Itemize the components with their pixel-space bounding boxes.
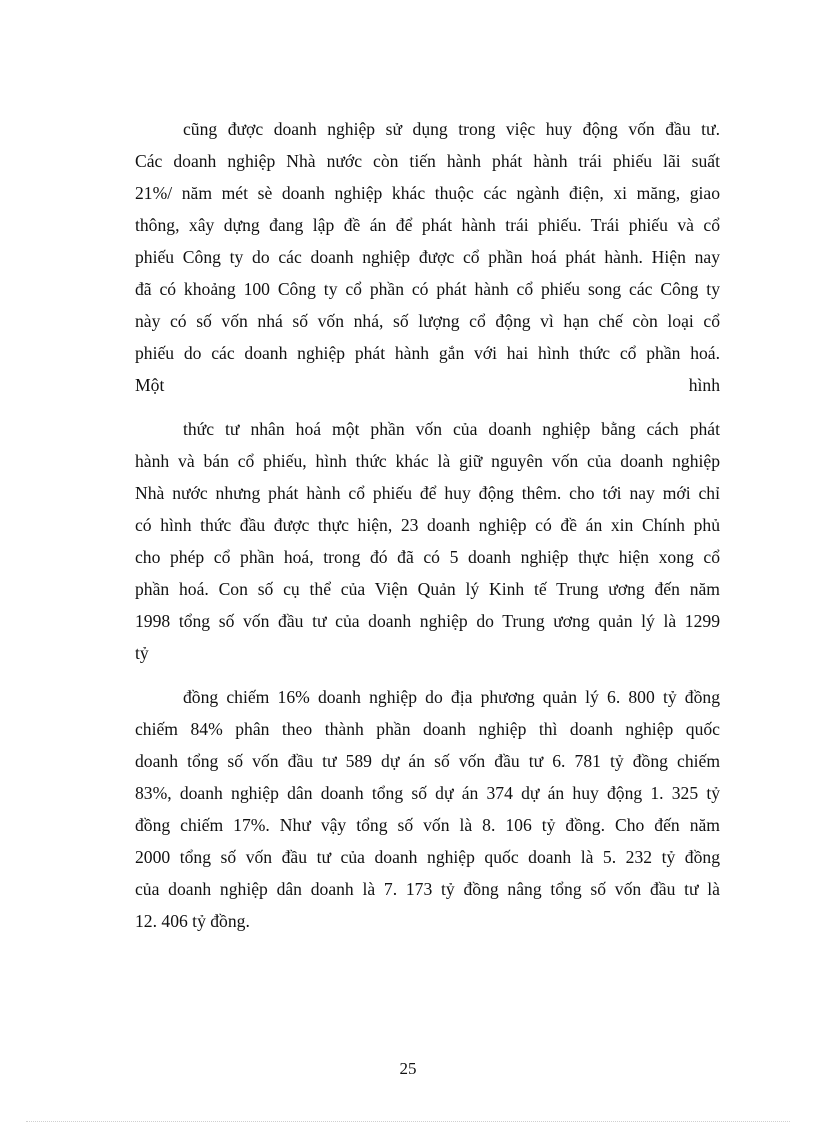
text-line: phiếu Công ty do các doanh nghiệp được cổ phần hoá phát hành. Hiện nay	[135, 247, 720, 267]
text-line: hành và bán cổ phiếu, hình thức khác là giữ nguyên vốn của doanh nghiệp	[135, 451, 720, 471]
text-line: Các doanh nghiệp Nhà nước còn tiến hành phát hành trái phiếu lãi suất	[135, 151, 720, 171]
page-number: 25	[399, 1059, 417, 1078]
text-line: đồng chiếm 17%. Như vậy tổng số vốn là 8. 106 tỷ đồng. Cho đến năm	[135, 815, 720, 835]
text-line: 2000 tổng số vốn đầu tư của doanh nghiệp quốc doanh là 5. 232 tỷ đồng	[135, 847, 720, 867]
text-line: phần hoá. Con số cụ thể của Viện Quản lý Kinh tế Trung ương đến năm	[135, 579, 720, 599]
text-line: doanh tổng số vốn đầu tư 589 dự án số vốn đầu tư 6. 781 tỷ đồng chiếm	[135, 751, 720, 771]
text-line: 1998 tổng số vốn đầu tư của doanh nghiệp do Trung ương quản lý là 1299	[135, 611, 720, 631]
text-line: tỷ	[135, 643, 149, 663]
text-word: hình	[688, 375, 720, 395]
text-line: có hình thức đầu được thực hiện, 23 doanh nghiệp có đề án xin Chính phủ	[135, 515, 720, 535]
paragraph-2	[135, 413, 720, 669]
text-line: cho phép cổ phần hoá, trong đó đã có 5 doanh nghiệp thực hiện xong cổ	[135, 547, 720, 567]
paragraph-3	[135, 681, 720, 937]
text-line: của doanh nghiệp dân doanh là 7. 173 tỷ đồng nâng tổng số vốn đầu tư là	[135, 879, 720, 899]
text-word: Một	[135, 375, 165, 395]
text-line: 83%, doanh nghiệp dân doanh tổng số dự án 374 dự án huy động 1. 325 tỷ	[135, 783, 720, 803]
text-line: cũng được doanh nghiệp sử dụng trong việc huy động vốn đầu tư.	[183, 119, 720, 139]
paragraph-1	[135, 113, 720, 401]
text-line: thông, xây dựng đang lập đề án để phát hành trái phiếu. Trái phiếu và cổ	[135, 215, 720, 235]
text-line: phiếu do các doanh nghiệp phát hành gắn với hai hình thức cổ phần hoá.	[135, 343, 720, 363]
text-line: chiếm 84% phân theo thành phần doanh nghiệp thì doanh nghiệp quốc	[135, 719, 720, 739]
text-line: thức tư nhân hoá một phần vốn của doanh nghiệp bằng cách phát	[183, 419, 720, 439]
text-line: 12. 406 tỷ đồng.	[135, 911, 250, 931]
text-line: này có số vốn nhá số vốn nhá, số lượng cổ động vì hạn chế còn loại cổ	[135, 311, 720, 331]
text-line: đã có khoảng 100 Công ty cổ phần có phát hành cổ phiếu song các Công ty	[135, 279, 720, 299]
text-line-split	[135, 369, 720, 401]
footer-divider	[26, 1121, 790, 1122]
text-line: đồng chiếm 16% doanh nghiệp do địa phương quản lý 6. 800 tỷ đồng	[183, 687, 720, 707]
text-line: 21%/ năm mét sè doanh nghiệp khác thuộc các ngành điện, xi măng, giao	[135, 183, 720, 203]
text-line: Nhà nước nhưng phát hành cổ phiếu để huy động thêm. cho tới nay mới chỉ	[135, 483, 720, 503]
page-body	[135, 113, 720, 937]
